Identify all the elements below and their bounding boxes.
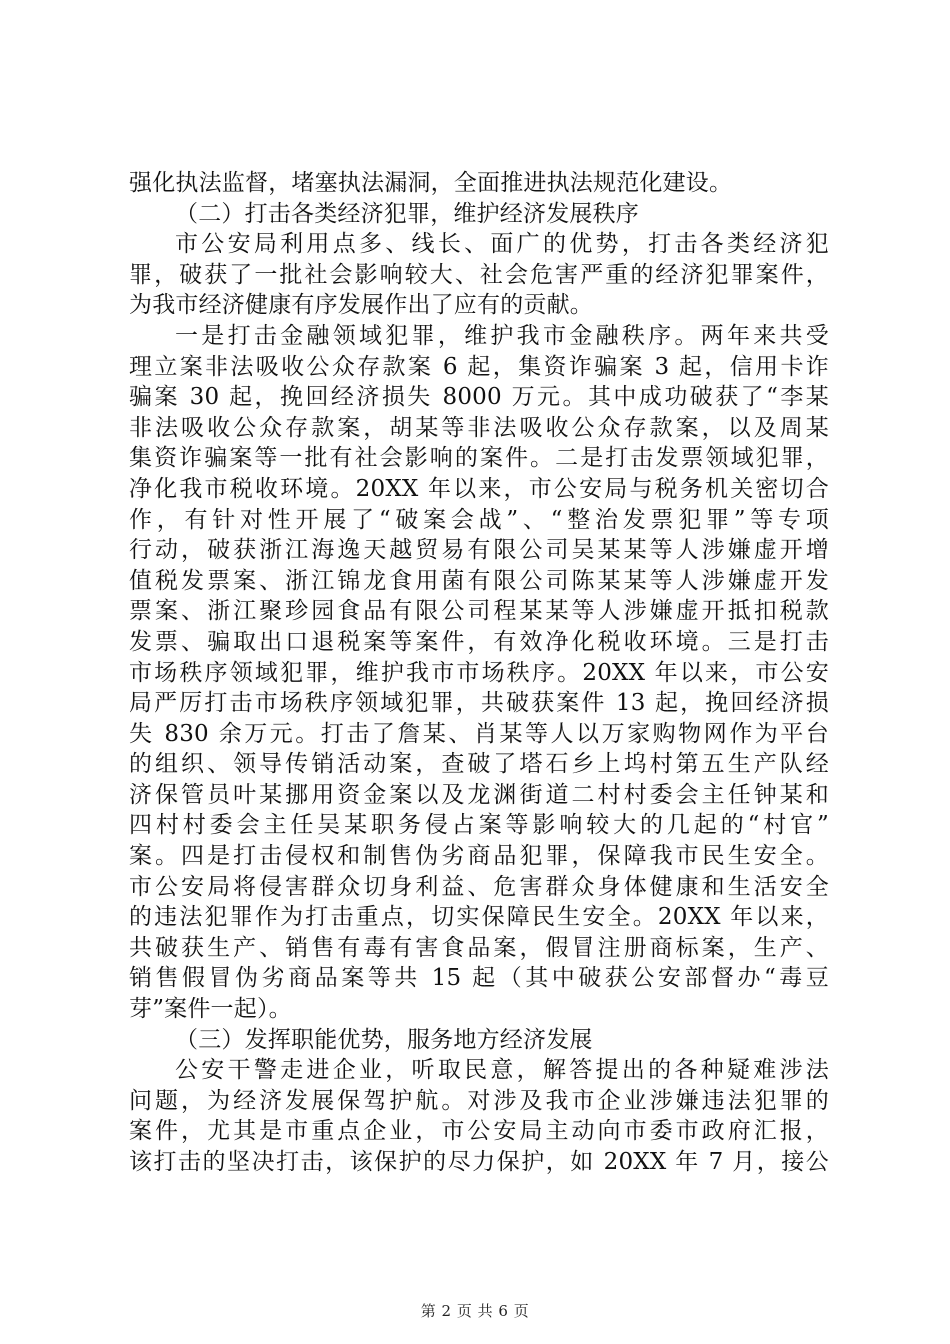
text-line: 值税发票案、浙江锦龙食用菌有限公司陈某某等人涉嫌虚开发 xyxy=(129,567,829,594)
text-line: 的违法犯罪作为打击重点，切实保障民生安全。20XX 年以来， xyxy=(129,904,829,931)
text-line: 局严厉打击市场秩序领域犯罪，共破获案件 13 起，挽回经济损 xyxy=(129,690,829,717)
text-line: 市公安局将侵害群众切身利益、危害群众身体健康和生活安全 xyxy=(129,873,829,900)
text-line: 集资诈骗案等一批有社会影响的案件。二是打击发票领域犯罪， xyxy=(129,445,829,472)
section-heading: （二）打击各类经济犯罪，维护经济发展秩序 xyxy=(175,200,639,227)
text-line: 四村村委会主任吴某职务侵占案等影响较大的几起的“村官” xyxy=(129,812,829,839)
document-body xyxy=(129,168,829,1178)
text-line: 芽”案件一起）。 xyxy=(129,996,292,1023)
text-line: 罪，破获了一批社会影响较大、社会危害严重的经济犯罪案件， xyxy=(129,261,829,288)
text-line: 发票、骗取出口退税案等案件，有效净化税收环境。三是打击 xyxy=(129,628,829,655)
text-line: 一是打击金融领域犯罪，维护我市金融秩序。两年来共受 xyxy=(175,322,829,349)
text-line: 济保管员叶某挪用资金案以及龙渊街道二村村委会主任钟某和 xyxy=(129,781,829,808)
text-line: 净化我市税收环境。20XX 年以来，市公安局与税务机关密切合 xyxy=(129,475,829,502)
section-heading: （三）发挥职能优势，服务地方经济发展 xyxy=(175,1026,593,1053)
page-footer: 第 2 页 共 6 页 xyxy=(420,1302,530,1320)
text-line: 该打击的坚决打击，该保护的尽力保护，如 20XX 年 7 月，接公 xyxy=(129,1149,829,1175)
text-line: 销售假冒伪劣商品案等共 15 起（其中破获公安部督办“毒豆 xyxy=(129,965,829,992)
text-line: 骗案 30 起，挽回经济损失 8000 万元。其中成功破获了“李某 xyxy=(129,384,829,411)
text-line: 市场秩序领域犯罪，维护我市市场秩序。20XX 年以来，市公安 xyxy=(129,659,829,686)
text-line: 行动，破获浙江海逸天越贸易有限公司吴某某等人涉嫌虚开增 xyxy=(129,537,829,564)
text-line: 票案、浙江聚珍园食品有限公司程某某等人涉嫌虚开抵扣税款 xyxy=(129,598,829,625)
text-line: 理立案非法吸收公众存款案 6 起，集资诈骗案 3 起，信用卡诈 xyxy=(129,353,829,380)
text-line: 案件，尤其是市重点企业，市公安局主动向市委市政府汇报， xyxy=(129,1118,829,1145)
text-line: 非法吸收公众存款案，胡某等非法吸收公众存款案，以及周某 xyxy=(129,414,829,441)
text-line: 为我市经济健康有序发展作出了应有的贡献。 xyxy=(129,292,593,319)
text-line: 公安干警走进企业，听取民意，解答提出的各种疑难涉法 xyxy=(175,1057,829,1084)
text-line: 的组织、领导传销活动案，查破了塔石乡上坞村第五生产队经 xyxy=(129,751,829,778)
text-line: 失 830 余万元。打击了詹某、肖某等人以万家购物网作为平台 xyxy=(129,720,829,747)
text-line: 案。四是打击侵权和制售伪劣商品犯罪，保障我市民生安全。 xyxy=(129,843,829,870)
text-line: 问题，为经济发展保驾护航。对涉及我市企业涉嫌违法犯罪的 xyxy=(129,1087,829,1114)
text-line: 作，有针对性开展了“破案会战”、“整治发票犯罪”等专项 xyxy=(129,506,829,533)
text-line: 市公安局利用点多、线长、面广的优势，打击各类经济犯 xyxy=(175,231,829,258)
text-line: 共破获生产、销售有毒有害食品案，假冒注册商标案，生产、 xyxy=(129,934,829,961)
text-line: 强化执法监督，堵塞执法漏洞，全面推进执法规范化建设。 xyxy=(129,170,733,196)
